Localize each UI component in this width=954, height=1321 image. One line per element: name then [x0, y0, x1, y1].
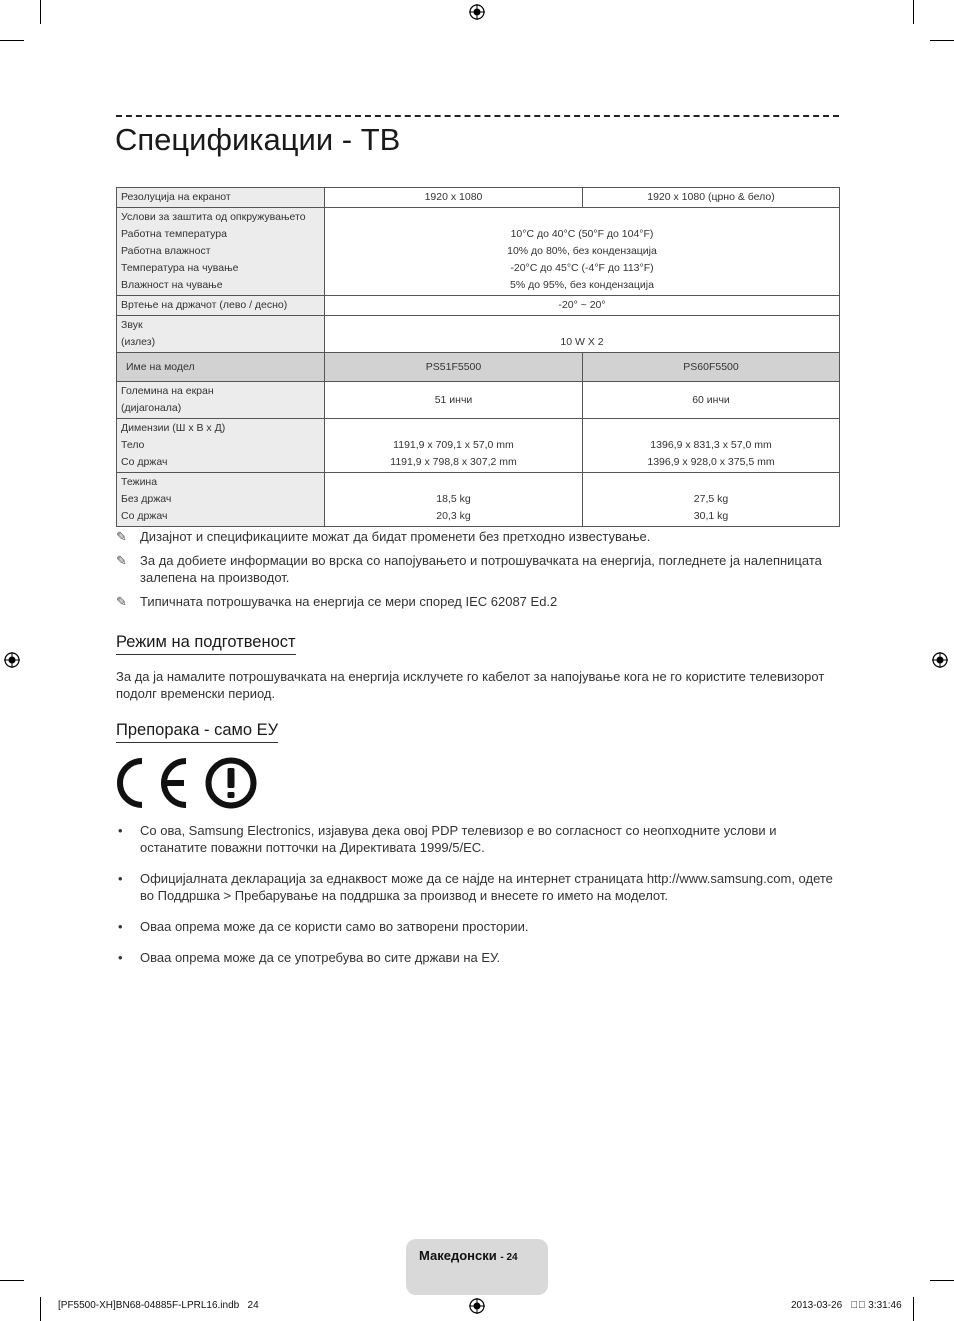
recommendation-heading: Препорака - само ЕУ [116, 721, 278, 743]
footer-timestamp: 2013-03-26 ￿￿ 3:31:46 [791, 1300, 902, 1311]
spec-label: Влажност на чување [121, 279, 223, 291]
spec-value: 1396,9 x 831,3 x 57,0 mm [650, 439, 772, 451]
spec-value-group [583, 473, 840, 527]
spec-label: Без држач [121, 493, 172, 505]
bullet-dot: • [118, 950, 123, 965]
list-item [116, 949, 839, 966]
spec-table [116, 187, 840, 527]
spec-label: (дијагонала) [121, 402, 182, 414]
spec-value-group [583, 419, 840, 473]
table-row [117, 208, 840, 296]
note-pencil-icon: ✎ [116, 553, 127, 568]
recommendation-list [116, 822, 839, 980]
spec-value-group [325, 473, 583, 527]
spec-label: Со држач [121, 510, 168, 522]
spec-value: 51 инчи [325, 382, 583, 419]
standby-text: За да ја намалите потрошувачката на енергија исклучете го кабелот за напојување кога не го користите телевизорот подолг временски период. [116, 669, 825, 701]
spec-label: Со држач [121, 456, 168, 468]
crop-mark [40, 0, 41, 24]
notes-list [116, 528, 839, 617]
spec-label-group [117, 208, 325, 296]
spec-value: 10 W X 2 [325, 316, 840, 353]
crop-mark [913, 1297, 914, 1321]
table-row [117, 353, 840, 382]
table-row [117, 419, 840, 473]
spec-label-group [117, 382, 325, 419]
spec-value-group [325, 208, 840, 296]
page-title: Спецификации - ТВ [115, 122, 401, 157]
bullet-dot: • [118, 823, 123, 838]
spec-value: 1191,9 x 798,8 x 307,2 mm [390, 456, 517, 468]
registration-mark-icon [469, 1298, 485, 1314]
spec-value: 18,5 kg [436, 493, 471, 505]
crop-mark [0, 1280, 24, 1281]
note-text: Дизајнот и спецификациите можат да бидат променети без претходно известување. [140, 529, 651, 544]
spec-label-group [117, 316, 325, 353]
spec-value: 5% до 95%, без кондензација [510, 279, 654, 291]
spec-value: 30,1 kg [693, 510, 729, 522]
note-text: За да добиете информации во врска со напојувањето и потрошувачката на енергија, погледнете ја налепницата залепена на производот. [140, 553, 822, 585]
spec-label: Резолуција на екранот [117, 188, 325, 208]
spec-value: -20°C до 45°C (-4°F до 113°F) [510, 262, 654, 274]
crop-mark [913, 0, 914, 24]
spec-label-group [117, 419, 325, 473]
bullet-text: Оваа опрема може да се употребува во сите држави на ЕУ. [140, 950, 501, 965]
spec-value: 20,3 kg [436, 510, 471, 522]
model-label: Име на модел [117, 353, 325, 382]
note-item [116, 528, 839, 545]
spec-label: Тежина [121, 476, 158, 488]
spec-label: (излез) [121, 336, 156, 348]
language-name: Македонски [419, 1248, 497, 1263]
spec-label: Звук [121, 319, 143, 331]
page-number: - 24 [500, 1252, 518, 1263]
table-row [117, 473, 840, 527]
spec-value: 1191,9 x 709,1 x 57,0 mm [393, 439, 514, 451]
crop-mark [40, 1297, 41, 1321]
spec-value: 10°C до 40°C (50°F до 104°F) [510, 228, 654, 240]
note-pencil-icon: ✎ [116, 529, 127, 544]
note-item [116, 552, 839, 586]
spec-value: 1396,9 x 928,0 x 375,5 mm [647, 456, 775, 468]
title-rule [116, 115, 839, 117]
bullet-text: Оваа опрема може да се користи само во затворени простории. [140, 919, 529, 934]
table-row [117, 296, 840, 316]
alert-circle-icon [209, 761, 254, 806]
table-row [117, 316, 840, 353]
bullet-text: Официјалната декларација за еднаквост може да се најде на интернет страницата http://www.samsung.com, одете во Поддршка > Пребарување на поддршка за производ и внесете го името на моделот. [140, 871, 833, 903]
crop-mark [930, 1280, 954, 1281]
registration-mark-icon [932, 652, 948, 668]
ce-mark-icon [116, 757, 261, 809]
list-item [116, 918, 839, 935]
spec-value: -20° ~ 20° [325, 296, 840, 316]
model-value: PS60F5500 [583, 353, 840, 382]
spec-label: Работна влажност [121, 245, 211, 257]
crop-mark [0, 40, 24, 41]
table-row [117, 188, 840, 208]
table-row [117, 382, 840, 419]
spec-value-group [325, 419, 583, 473]
model-value: PS51F5500 [325, 353, 583, 382]
spec-label: Големина на екран [121, 385, 214, 397]
spec-label: Вртење на држачот (лево / десно) [117, 296, 325, 316]
spec-label: Димензии (Ш x В x Д) [121, 422, 226, 434]
list-item [116, 870, 839, 904]
footer-file: [PF5500-XH]BN68-04885F-LPRL16.indb 24 [58, 1300, 259, 1311]
bullet-dot: • [118, 919, 123, 934]
note-text: Типичната потрошувачка на енергија се мери според IEC 62087 Ed.2 [140, 594, 558, 609]
note-pencil-icon: ✎ [116, 594, 127, 609]
spec-label: Тело [121, 439, 145, 451]
spec-label: Услови за заштита од опкружувањето [121, 211, 306, 223]
spec-label: Температура на чување [121, 262, 239, 274]
bullet-dot: • [118, 871, 123, 886]
list-item [116, 822, 839, 856]
standby-heading: Режим на подготвеност [116, 633, 296, 655]
spec-value: 1920 x 1080 [325, 188, 583, 208]
registration-mark-icon [469, 4, 485, 20]
crop-mark [930, 40, 954, 41]
spec-value: 27,5 kg [693, 493, 729, 505]
spec-value: 10% до 80%, без кондензација [507, 245, 657, 257]
spec-label: Работна температура [121, 228, 227, 240]
spec-label-group [117, 473, 325, 527]
spec-value: 1920 x 1080 (црно & бело) [583, 188, 840, 208]
language-label [419, 1248, 518, 1263]
spec-value: 60 инчи [583, 382, 840, 419]
note-item [116, 593, 839, 610]
registration-mark-icon [4, 652, 20, 668]
bullet-text: Со ова, Samsung Electronics, изјавува дека овој PDP телевизор е во согласност со неопходните услови и останатите поважни потточки на Директивата 1999/5/EC. [140, 823, 777, 855]
